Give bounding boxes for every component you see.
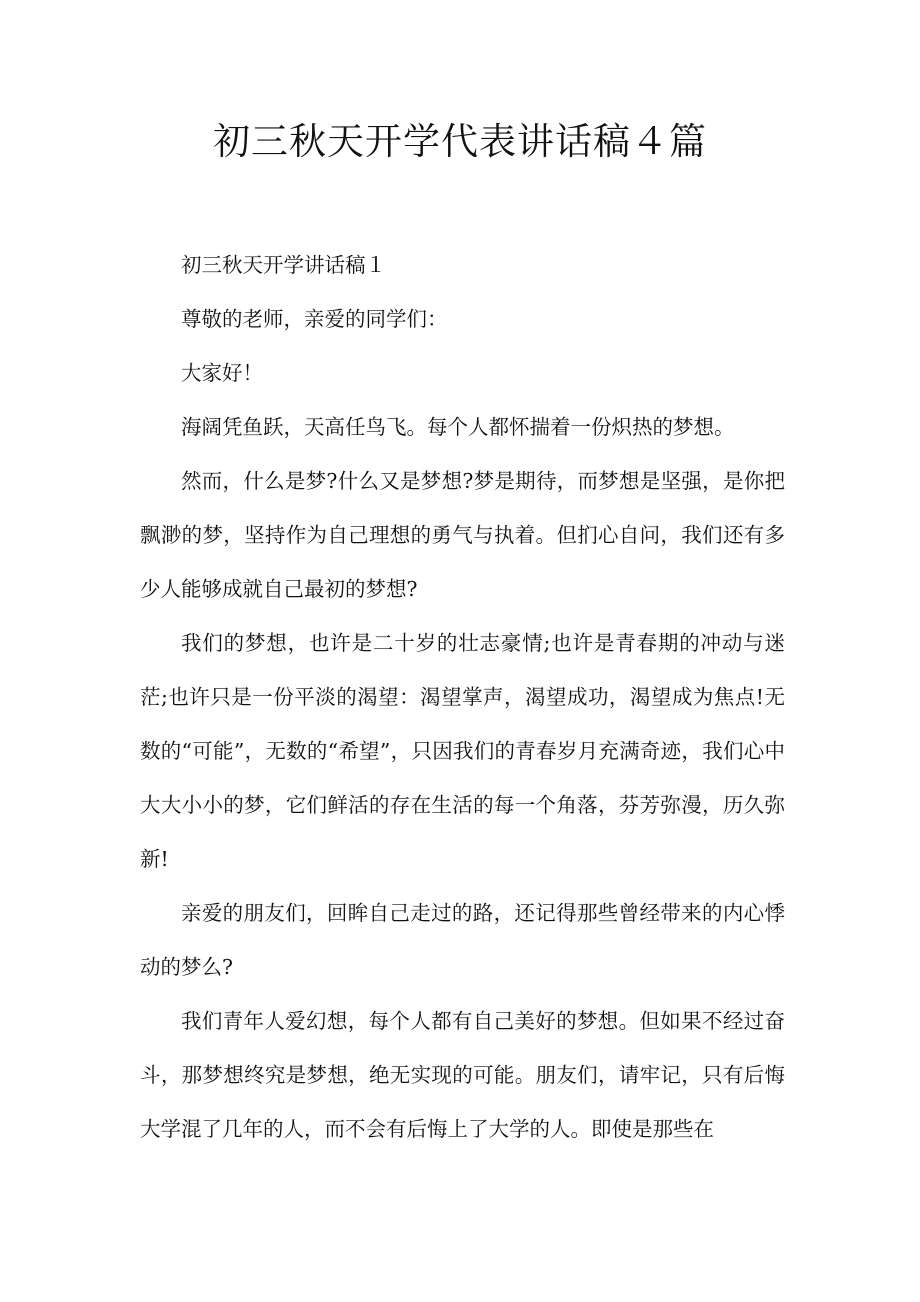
paragraph: 亲爱的朋友们，回眸自己走过的路，还记得那些曾经带来的内心悸动的梦么? <box>140 901 785 979</box>
paragraph-heading: 初三秋天开学讲话稿１ <box>181 253 386 277</box>
paragraph-greeting: 大家好！ <box>181 361 263 385</box>
paragraph: 我们青年人爱幻想，每个人都有自己美好的梦想。但如果不经过奋斗，那梦想终究是梦想，绝无实现的可能。朋友们，请牢记，只有后悔大学混了几年的人，而不会有后悔上了大学的人。即使是那些在 <box>140 1009 785 1141</box>
document-title: 初三秋天开学代表讲话稿４篇 <box>213 120 707 163</box>
paragraph: 然而，什么是梦?什么又是梦想?梦是期待，而梦想是坚强，是你把飘渺的梦，坚持作为自己理想的勇气与执着。但扪心自问，我们还有多少人能够成就自己最初的梦想? <box>140 469 785 601</box>
document-body <box>140 238 785 1156</box>
paragraph: 海阔凭鱼跃，天高任鸟飞。每个人都怀揣着一份炽热的梦想。 <box>181 415 735 439</box>
paragraph-salutation: 尊敬的老师，亲爱的同学们： <box>181 307 448 331</box>
paragraph: 我们的梦想，也许是二十岁的壮志豪情;也许是青春期的冲动与迷茫;也许只是一份平淡的渴望：渴望掌声，渴望成功，渴望成为焦点!无数的“可能”，无数的“希望”，只因我们的青春岁月充满奇迹，我们心中大大小小的梦，它们鲜活的存在生活的每一个角落，芬芳弥漫，历久弥新! <box>140 631 785 871</box>
